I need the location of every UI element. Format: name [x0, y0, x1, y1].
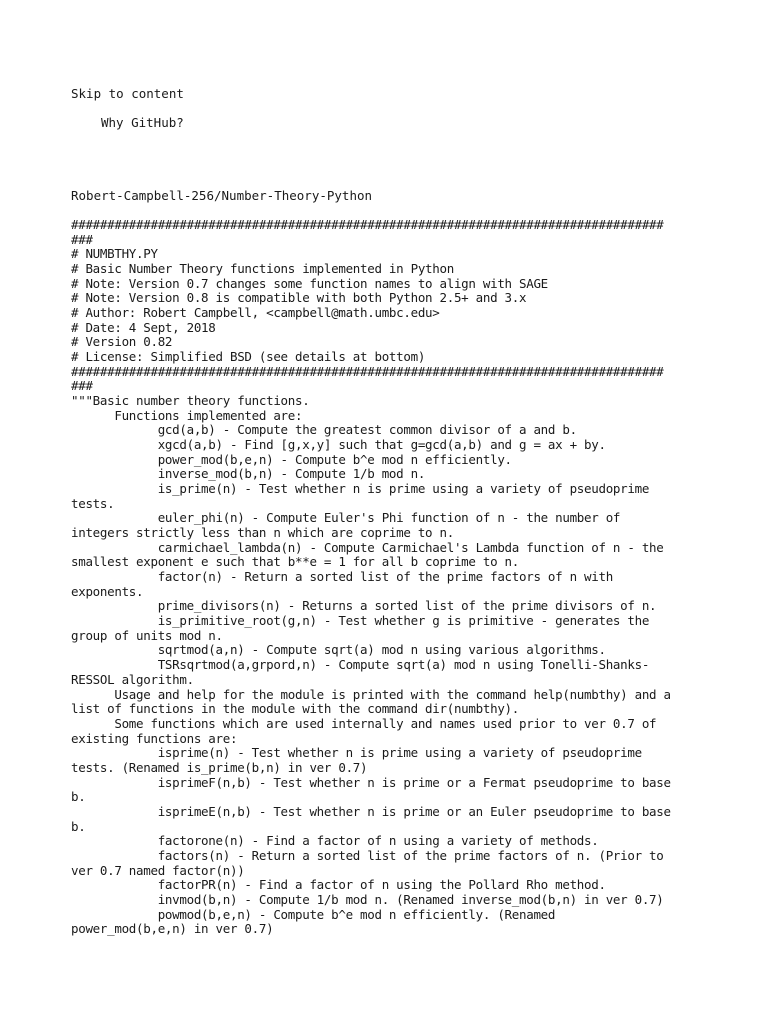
code-line: is_primitive_root(g,n) - Test whether g is primitive - generates the — [71, 613, 650, 629]
code-line: tests. (Renamed is_prime(b,n) in ver 0.7) — [71, 759, 368, 775]
code-line: group of units mod n. — [71, 627, 223, 643]
code-line: inverse_mod(b,n) - Compute 1/b mod n. — [71, 466, 426, 482]
code-line: prime_divisors(n) - Returns a sorted list of the prime divisors of n. — [71, 598, 657, 614]
code-line: # Version 0.82 — [71, 334, 173, 350]
code-line: ### — [71, 231, 93, 247]
code-line: # NUMBTHY.PY — [71, 246, 158, 262]
code-line: """Basic number theory functions. — [71, 393, 310, 409]
code-line: list of functions in the module with the command dir(numbthy). — [71, 701, 519, 717]
code-line: factorPR(n) - Find a factor of n using the Pollard Rho method. — [71, 877, 606, 893]
code-line: isprimeF(n,b) - Test whether n is prime or a Fermat pseudoprime to base — [71, 774, 671, 790]
code-line: # Basic Number Theory functions implemented in Python — [71, 261, 454, 277]
code-line: RESSOL algorithm. — [71, 671, 194, 687]
code-line: Functions implemented are: — [71, 407, 303, 423]
code-line: ### — [71, 378, 93, 394]
code-line: powmod(b,e,n) - Compute b^e mod n efficiently. (Renamed — [71, 906, 556, 922]
code-line: ver 0.7 named factor(n)) — [71, 862, 245, 878]
code-line: TSRsqrtmod(a,grpord,n) - Compute sqrt(a) mod n using Tonelli-Shanks- — [71, 657, 650, 673]
code-line: sqrtmod(a,n) - Compute sqrt(a) mod n using various algorithms. — [71, 642, 606, 658]
code-line: isprime(n) - Test whether n is prime using a variety of pseudoprime — [71, 745, 642, 761]
code-line: euler_phi(n) - Compute Euler's Phi function of n - the number of — [71, 510, 621, 526]
code-line: # Date: 4 Sept, 2018 — [71, 319, 216, 335]
code-line: is_prime(n) - Test whether n is prime using a variety of pseudoprime — [71, 481, 650, 497]
code-line: ################################################################################## — [71, 363, 664, 379]
code-line: factor(n) - Return a sorted list of the prime factors of n with — [71, 569, 613, 585]
code-line: factorone(n) - Find a factor of n using a variety of methods. — [71, 833, 599, 849]
code-line: tests. — [71, 495, 115, 511]
code-line: carmichael_lambda(n) - Compute Carmichael's Lambda function of n - the — [71, 539, 664, 555]
repository-name-link[interactable]: Robert-Campbell-256/Number-Theory-Python — [71, 188, 373, 203]
code-line: b. — [71, 789, 86, 805]
code-line: exponents. — [71, 583, 144, 599]
why-github-link[interactable]: Why GitHub? — [101, 115, 184, 130]
skip-to-content-link[interactable]: Skip to content — [71, 86, 184, 101]
code-line: Usage and help for the module is printed with the command help(numbthy) and a — [71, 686, 671, 702]
code-line: Some functions which are used internally and names used prior to ver 0.7 of — [71, 715, 657, 731]
source-code-block — [71, 218, 671, 937]
code-line: power_mod(b,e,n) in ver 0.7) — [71, 921, 274, 937]
code-line: # Note: Version 0.7 changes some function names to align with SAGE — [71, 275, 548, 291]
code-line: power_mod(b,e,n) - Compute b^e mod n efficiently. — [71, 451, 512, 467]
code-line: # Author: Robert Campbell, <campbell@math.umbc.edu> — [71, 305, 440, 321]
code-line: b. — [71, 818, 86, 834]
code-line: gcd(a,b) - Compute the greatest common divisor of a and b. — [71, 422, 577, 438]
code-line: isprimeE(n,b) - Test whether n is prime or an Euler pseudoprime to base — [71, 803, 671, 819]
code-line: invmod(b,n) - Compute 1/b mod n. (Renamed inverse_mod(b,n) in ver 0.7) — [71, 891, 664, 907]
code-line: # License: Simplified BSD (see details at bottom) — [71, 349, 426, 365]
code-line: xgcd(a,b) - Find [g,x,y] such that g=gcd(a,b) and g = ax + by. — [71, 437, 606, 453]
code-line: ################################################################################## — [71, 217, 664, 232]
code-line: # Note: Version 0.8 is compatible with both Python 2.5+ and 3.x — [71, 290, 527, 306]
code-line: smallest exponent e such that b**e = 1 for all b coprime to n. — [71, 554, 519, 570]
code-line: integers strictly less than n which are coprime to n. — [71, 525, 454, 541]
code-line: factors(n) - Return a sorted list of the prime factors of n. (Prior to — [71, 847, 664, 863]
code-line: existing functions are: — [71, 730, 238, 746]
